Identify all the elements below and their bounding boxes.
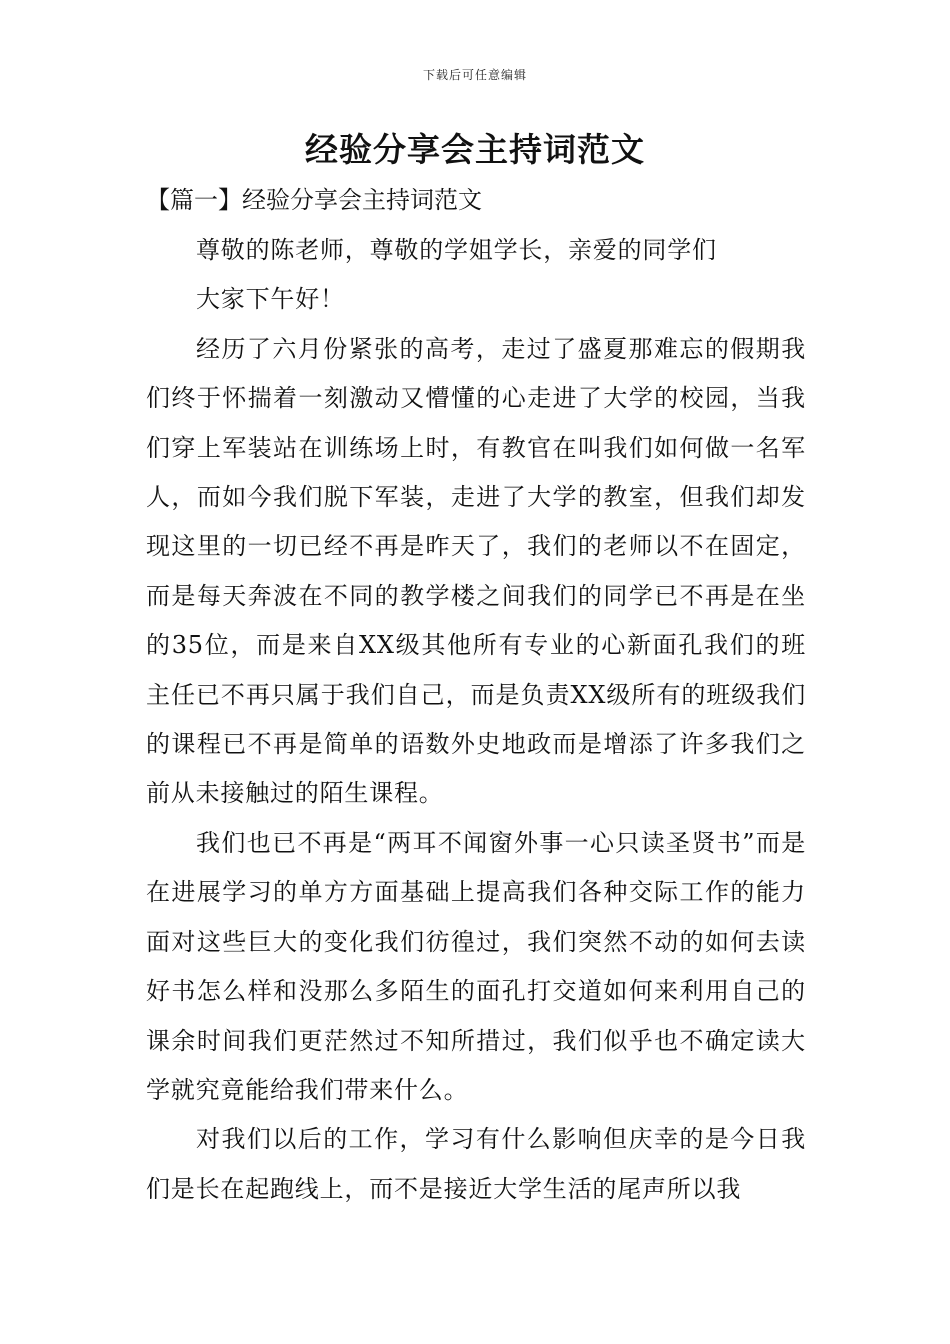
paragraph-greeting: 大家下午好！ — [196, 285, 345, 314]
section-heading: 【篇一】经验分享会主持词范文 — [146, 186, 482, 214]
header-note: 下载后可任意编辑 — [422, 68, 527, 82]
paragraph-salutation: 尊敬的陈老师，尊敬的学姐学长，亲爱的同学们 — [196, 236, 717, 264]
paragraph: 对我们以后的工作，学习有什么影响但庆幸的是今日我们是长在起跑线上，而不是接近大学生活的尾声所以我 — [146, 1125, 806, 1203]
paragraph: 经历了六月份紧张的高考，走过了盛夏那难忘的假期我们终于怀揣着一刻激动又懵懂的心走进了大学的校园，当我们穿上军装站在训练场上时，有教官在叫我们如何做一名军人，而如今我们脱下军装，走进了大学的教室，但我们却发现这里的一切已经不再是昨天了，我们的老师以不在固定，而是每天奔波在不同的教学楼之间我们的同学已不再是在坐的35位，而是来自XX级其他所有专业的心新面孔我们的班主任已不再只属于我们自己，而是负责XX级所有的班级我们的课程已不再是简单的语数外史地政而是增添了许多我们之前从未接触过的陌生课程。 — [146, 334, 806, 808]
document-body — [146, 226, 806, 1214]
document-title: 经验分享会主持词范文 — [305, 130, 645, 169]
paragraph: 我们也已不再是“两耳不闻窗外事一心只读圣贤书”而是在进展学习的单方方面基础上提高我们各种交际工作的能力面对这些巨大的变化我们彷徨过，我们突然不动的如何去读好书怎么样和没那么多陌生的面孔打交道如何来利用自己的课余时间我们更茫然过不知所措过，我们似乎也不确定读大学就究竟能给我们带来什么。 — [146, 828, 806, 1104]
